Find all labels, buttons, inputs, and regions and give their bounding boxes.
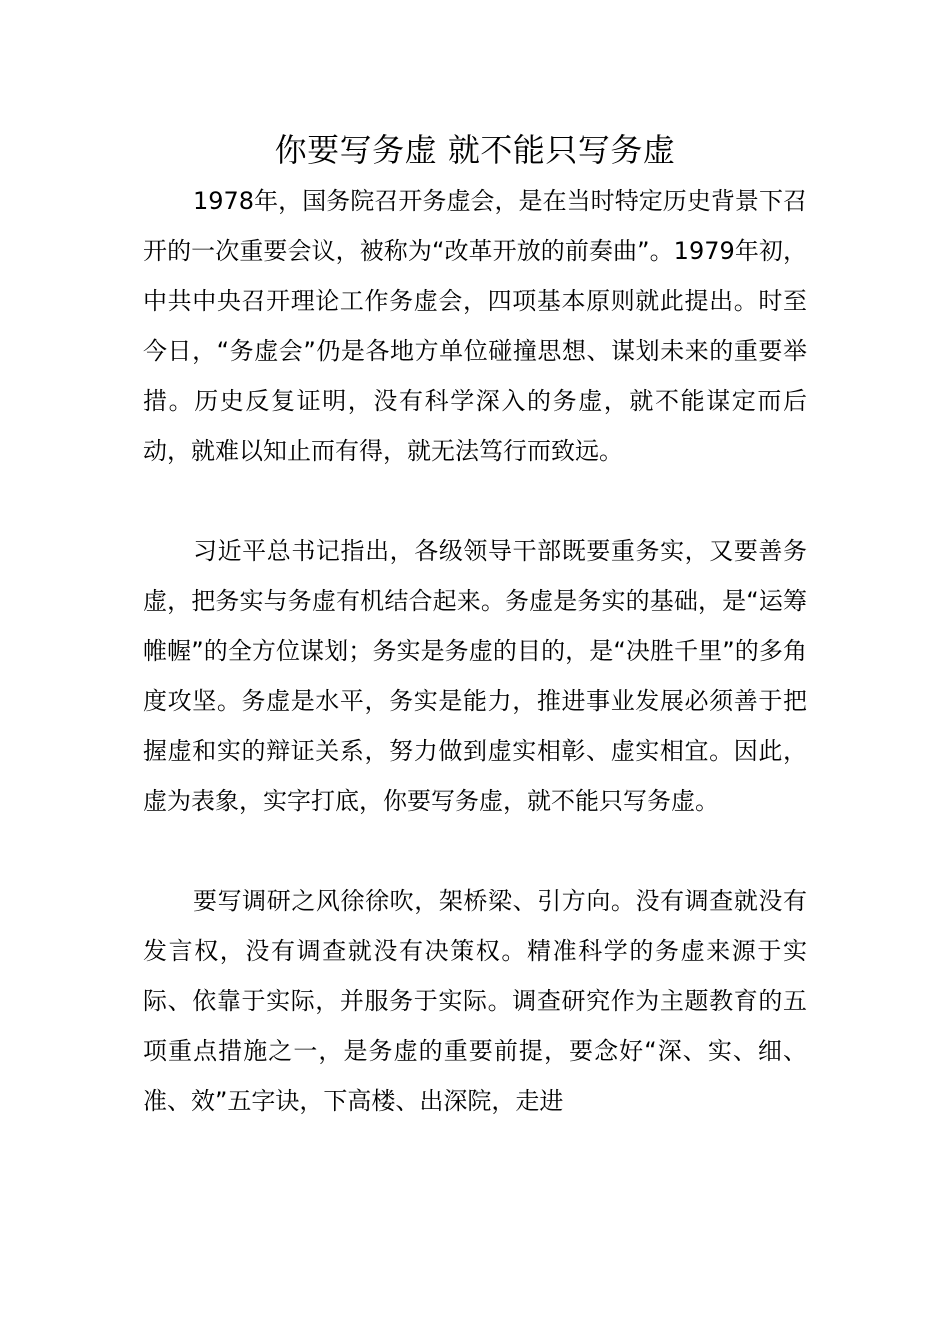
paragraph-spacer	[143, 476, 807, 526]
paragraph-1: 1978年，国务院召开务虚会，是在当时特定历史背景下召开的一次重要会议，被称为“改革开放的前奏曲”。1979年初，中共中央召开理论工作务虚会，四项基本原则就此提出。时至今日，“务虚会”仍是各地方单位碰撞思想、谋划未来的重要举措。历史反复证明，没有科学深入的务虚，就不能谋定而后动，就难以知止而有得，就无法笃行而致远。	[143, 187, 807, 465]
paragraph-3: 要写调研之风徐徐吹，架桥梁、引方向。没有调查就没有发言权，没有调查就没有决策权。精准科学的务虚来源于实际、依靠于实际，并服务于实际。调查研究作为主题教育的五项重点措施之一，是务虚的重要前提，要念好“深、实、细、准、效”五字诀，下高楼、出深院，走进	[143, 887, 807, 1115]
document-body	[143, 176, 807, 1126]
document-title: 你要写务虚 就不能只写务虚	[274, 131, 676, 169]
paragraph-spacer	[143, 826, 807, 876]
paragraph-2: 习近平总书记指出，各级领导干部既要重务实，又要善务虚，把务实与务虚有机结合起来。务虚是务实的基础，是“运筹帷幄”的全方位谋划；务实是务虚的目的，是“决胜千里”的多角度攻坚。务虚是水平，务实是能力，推进事业发展必须善于把握虚和实的辩证关系，努力做到虚实相彰、虚实相宜。因此，虚为表象，实字打底，你要写务虚，就不能只写务虚。	[143, 537, 807, 815]
